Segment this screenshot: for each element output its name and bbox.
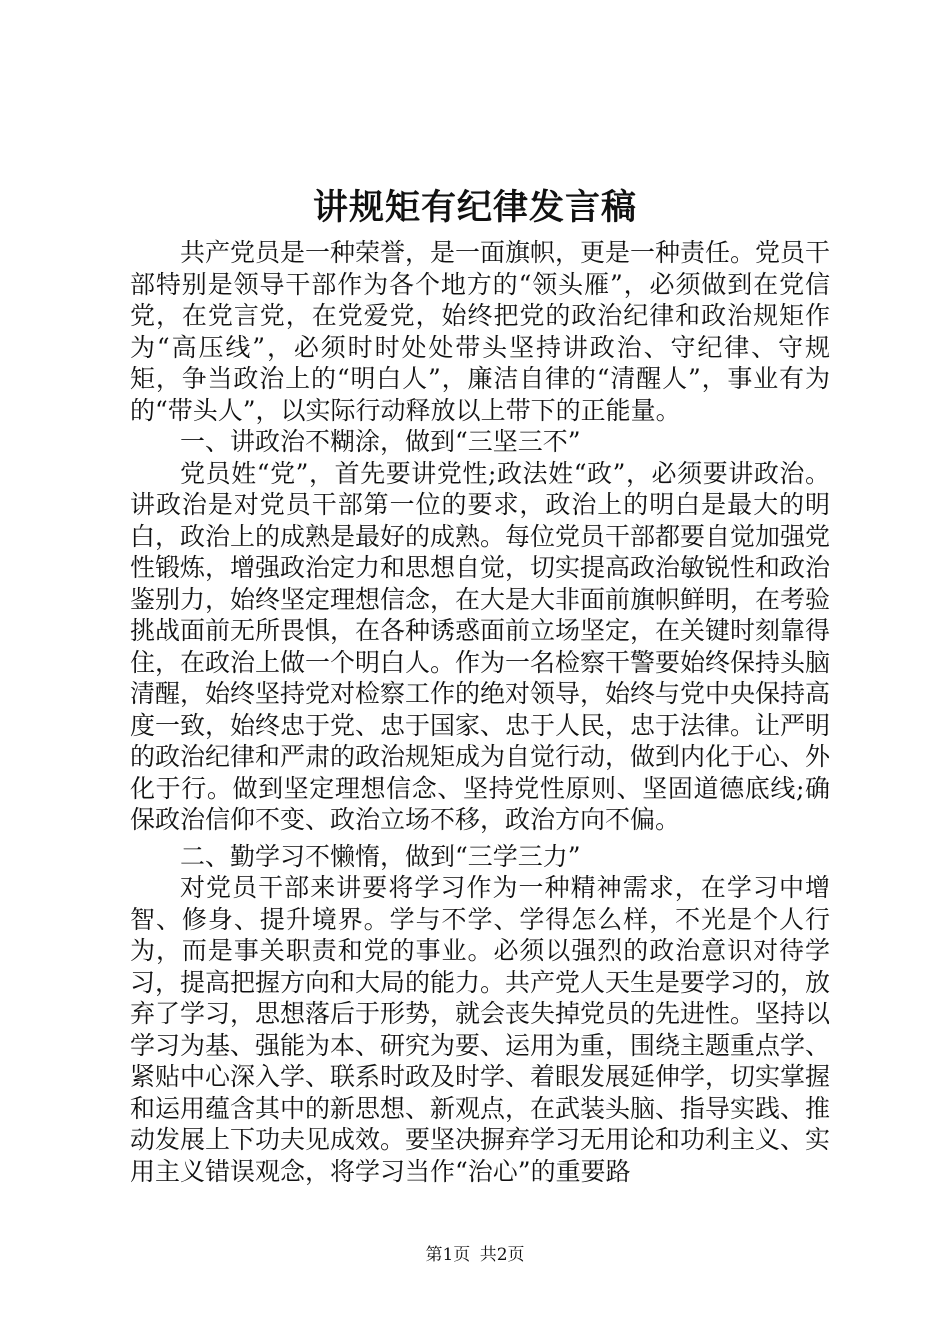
page-number: 第1页 <box>425 1245 471 1265</box>
paragraph-section-1: 党员姓“党”，首先要讲党性;政法姓“政”，必须要讲政治。讲政治是对党员干部第一位的要求，政治上的明白是最大的明白，政治上的成熟是最好的成熟。每位党员干部都要自觉加强党性锻炼，增强政治定力和思想自觉，切实提高政治敏锐性和政治鉴别力，始终坚定理想信念，在大是大非面前旗帜鲜明，在考验挑战面前无所畏惧，在各种诱惑面前立场坚定，在关键时刻靠得住，在政治上做一个明白人。作为一名检察干警要始终保持头脑清醒，始终坚持党对检察工作的绝对领导，始终与党中央保持高度一致，始终忠于党、忠于国家、忠于人民，忠于法律。让严明的政治纪律和严肃的政治规矩成为自觉行动，做到内化于心、外化于行。做到坚定理想信念、坚持党性原则、坚固道德底线;确保政治信仰不变、政治立场不移，政治方向不偏。 <box>130 458 831 834</box>
document-title: 讲规矩有纪律发言稿 <box>312 187 637 228</box>
page-total: 共2页 <box>479 1245 525 1265</box>
section-heading-1: 一、讲政治不糊涂，做到“三坚三不” <box>180 427 581 456</box>
section-heading-2: 二、勤学习不懒惰，做到“三学三力” <box>180 841 581 871</box>
page-footer <box>0 1243 950 1267</box>
paragraph-intro: 共产党员是一种荣誉，是一面旗帜，更是一种责任。党员干部特别是领导干部作为各个地方的“领头雁”，必须做到在党信党，在党言党，在党爱党，始终把党的政治纪律和政治规矩作为“高压线”，必须时时处处带头坚持讲政治、守纪律、守规矩，争当政治上的“明白人”，廉洁自律的“清醒人”，事业有为的“带头人”，以实际行动释放以上带下的正能量。 <box>130 238 831 425</box>
paragraph-section-2: 对党员干部来讲要将学习作为一种精神需求，在学习中增智、修身、提升境界。学与不学、学得怎么样，不光是个人行为，而是事关职责和党的事业。必须以强烈的政治意识对待学习，提高把握方向和大局的能力。共产党人天生是要学习的，放弃了学习，思想落后于形势，就会丧失掉党员的先进性。坚持以学习为基、强能为本、研究为要、运用为重，围绕主题重点学、紧贴中心深入学、联系时政及时学、着眼发展延伸学，切实掌握和运用蕴含其中的新思想、新观点，在武装头脑、指导实践、推动发展上下功夫见成效。要坚决摒弃学习无用论和功利主义、实用主义错误观念，将学习当作“治心”的重要路 <box>130 873 831 1186</box>
document-body <box>130 237 830 1187</box>
